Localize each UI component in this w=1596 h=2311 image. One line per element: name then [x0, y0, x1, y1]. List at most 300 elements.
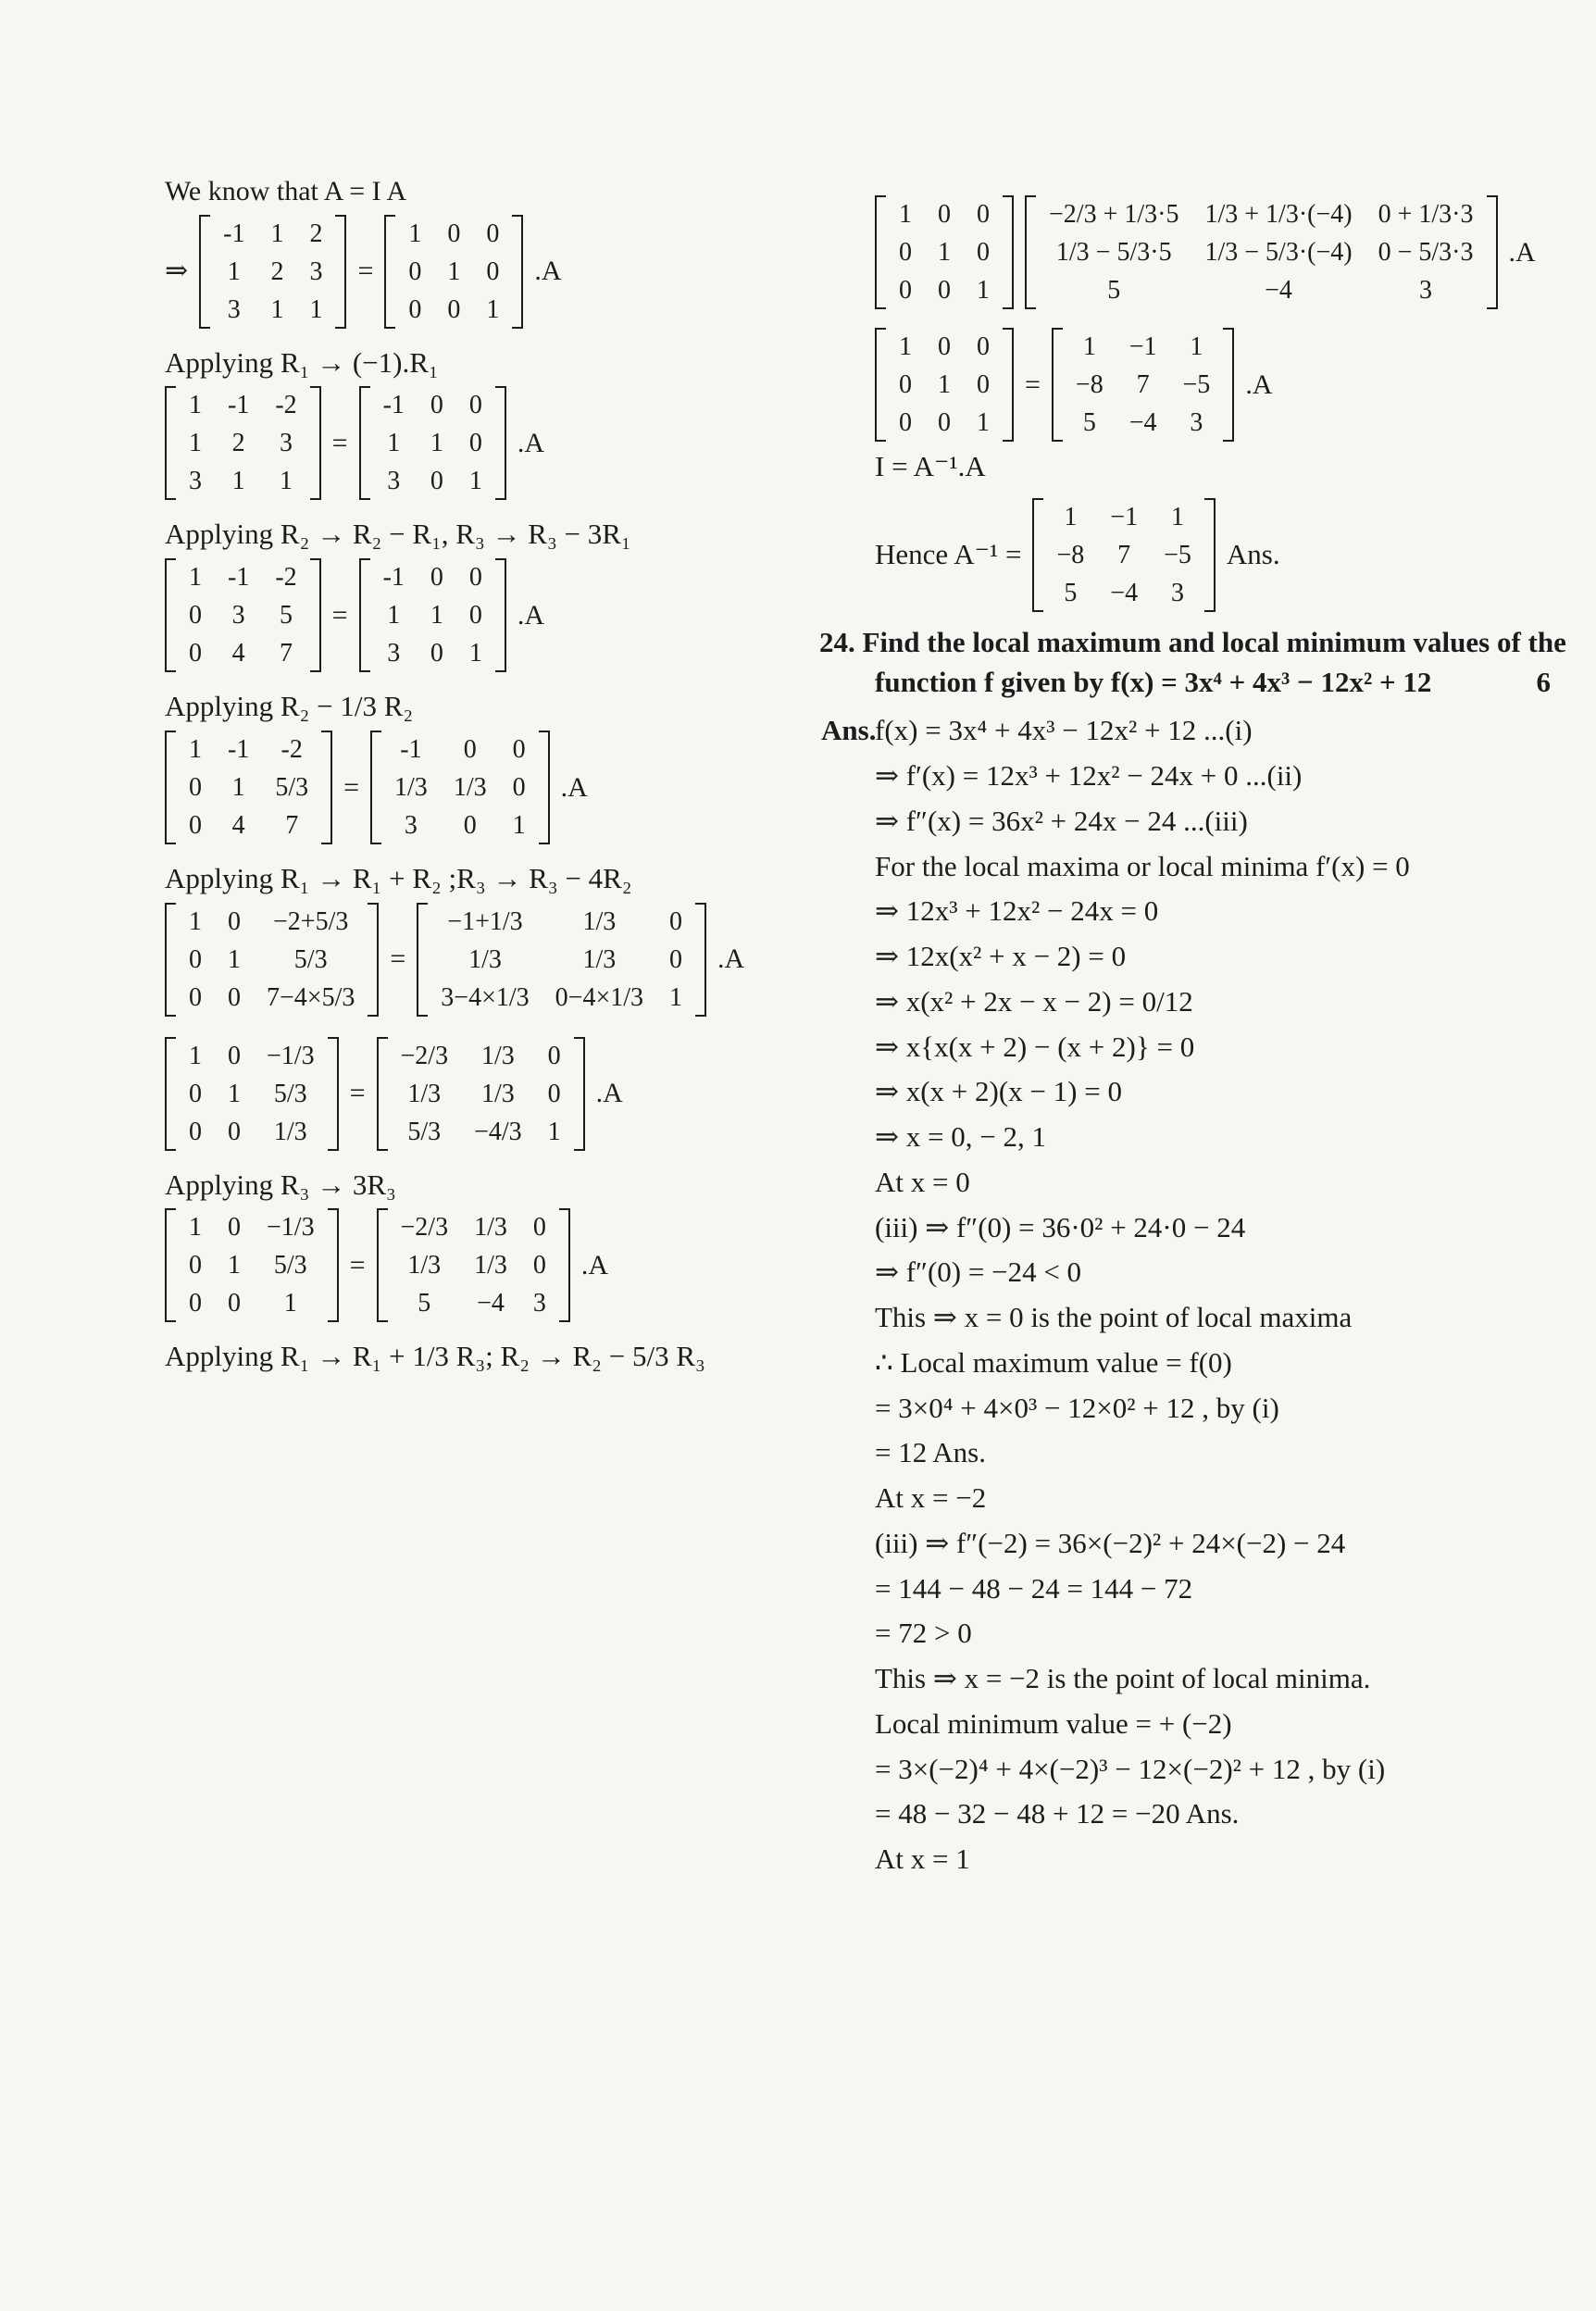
matrix-cell: 3	[227, 294, 241, 324]
matrix-cell: 1	[899, 200, 912, 229]
matrix-cell: -1	[400, 734, 422, 764]
matrix-cell: 1/3	[474, 1251, 507, 1280]
matrix-cell: 1/3 − 5/3·5	[1055, 238, 1172, 267]
matrix-cell: 0	[430, 391, 443, 420]
matrix-cell: 4	[231, 810, 245, 840]
matrix-cell: 0	[430, 467, 443, 496]
matrix-cell: 1	[977, 408, 990, 437]
solution-line: = 144 − 48 − 24 = 144 − 72	[875, 1571, 1193, 1605]
matrix	[359, 386, 506, 500]
equals-sign: =	[349, 1078, 366, 1109]
matrix-a-label: .A	[534, 256, 562, 287]
matrix-cell: 0	[938, 200, 951, 229]
identity-line: I = A⁻¹.A	[875, 450, 986, 482]
solution-line: For the local maxima or local minima f′(x) = 0	[875, 849, 1410, 882]
matrix-cell: 0	[189, 944, 202, 974]
matrix-cell: 5/3	[273, 1251, 307, 1280]
matrix-cell: 0	[532, 1213, 546, 1243]
matrix-body	[388, 1037, 574, 1151]
matrix-cell: 0	[899, 370, 912, 399]
matrix	[377, 1208, 570, 1322]
matrix-cell: 0	[899, 238, 912, 267]
step-heading: Applying R₁ → (−1).R₁	[165, 345, 439, 379]
matrix-cell: 3	[309, 256, 323, 286]
equals-sign: =	[331, 428, 348, 458]
bracket-left	[165, 386, 176, 500]
bracket-right	[310, 558, 321, 672]
matrix	[370, 731, 550, 844]
solution-line: ⇒ f″(x) = 36x² + 24x − 24 ...(iii)	[875, 804, 1248, 837]
bracket-left	[165, 558, 176, 672]
left-column	[165, 174, 813, 1380]
matrix-cell: 1/3	[407, 1079, 442, 1108]
matrix-body	[176, 386, 310, 500]
matrix-cell: 5	[1107, 276, 1121, 305]
matrix	[165, 386, 321, 500]
matrix-cell: 0−4×1/3	[555, 982, 644, 1012]
bracket-left	[359, 386, 370, 500]
matrix-body	[395, 215, 512, 329]
matrix-cell: 3	[387, 639, 401, 668]
bracket-left	[377, 1037, 388, 1151]
matrix-cell: 0	[430, 639, 443, 668]
solution-line: At x = 1	[875, 1843, 970, 1875]
solution-line: = 3×(−2)⁴ + 4×(−2)³ − 12×(−2)² + 12 , by (i)	[875, 1752, 1386, 1785]
matrix-cell: 5/3	[293, 944, 328, 974]
matrix-cell: 0	[468, 563, 482, 592]
matrix	[417, 903, 706, 1017]
bracket-left	[165, 1208, 176, 1322]
matrix-cell: 4	[231, 639, 245, 668]
equation-4	[165, 903, 813, 1017]
matrix-body	[388, 1208, 559, 1322]
matrix-cell: 1	[430, 601, 443, 630]
matrix	[359, 558, 506, 672]
bracket-right	[328, 1208, 339, 1322]
matrix-cell: 1/3	[474, 1213, 507, 1243]
matrix-cell: 1	[189, 563, 202, 592]
matrix-cell: 0	[228, 982, 241, 1012]
matrix-body	[886, 328, 1003, 442]
solution-line: = 72 > 0	[875, 1617, 972, 1650]
matrix-cell: 1/3	[394, 772, 428, 802]
matrix-cell: -2	[275, 563, 297, 592]
matrix-cell: 2	[309, 219, 323, 248]
matrix-cell: −2+5/3	[273, 906, 349, 936]
matrix-cell: 1	[547, 1117, 561, 1146]
matrix-cell: −2/3	[400, 1041, 449, 1070]
matrix-cell: 0	[669, 906, 683, 936]
matrix-cell: -1	[228, 734, 250, 764]
step-heading: Applying R₁ → R₁ + 1/3 R₃; R₂ → R₂ − 5/3 R₃	[165, 1340, 705, 1373]
matrix-cell: 1	[1190, 332, 1203, 361]
solution-line: ⇒ f′(x) = 12x³ + 12x² − 24x + 0 ...(ii)	[875, 759, 1303, 792]
matrix-cell: 1	[189, 429, 202, 458]
matrix-cell: 0	[228, 1289, 241, 1318]
matrix	[199, 215, 346, 329]
matrix-cell: −2/3	[400, 1213, 449, 1243]
matrix-cell: 3−4×1/3	[441, 982, 530, 1012]
bracket-left	[875, 195, 886, 309]
matrix-cell: 1	[430, 429, 443, 458]
solution-line: At x = −2	[875, 1481, 987, 1514]
matrix	[377, 1037, 585, 1151]
equation-3	[165, 731, 813, 844]
bracket-right	[1204, 498, 1216, 612]
matrix-cell: −1+1/3	[447, 906, 523, 936]
matrix-cell: −1/3	[267, 1041, 315, 1070]
matrix-cell: 1	[228, 944, 241, 974]
bracket-left	[384, 215, 395, 329]
matrix-cell: 0	[189, 1117, 202, 1146]
bracket-left	[377, 1208, 388, 1322]
bracket-right	[1003, 328, 1014, 442]
matrix	[165, 558, 321, 672]
matrix-cell: −1/3	[267, 1213, 315, 1243]
hence-label: Hence A⁻¹ =	[875, 537, 1022, 570]
solution-line: f(x) = 3x⁴ + 4x³ − 12x² + 12 ...(i)	[875, 714, 1253, 747]
matrix-cell: 0	[899, 276, 912, 305]
matrix-cell: −1	[1110, 502, 1139, 531]
bracket-right	[539, 731, 550, 844]
question-text-line2: function f given by f(x) = 3x⁴ + 4x³ − 12x² + 12	[875, 665, 1432, 698]
matrix-cell: −4/3	[474, 1117, 522, 1146]
matrix-cell: 7−4×5/3	[267, 982, 355, 1012]
matrix-cell: 1	[270, 219, 284, 248]
matrix-cell: 0	[463, 810, 477, 840]
matrix-cell: 3	[1190, 408, 1203, 437]
matrix-cell: 1	[977, 276, 990, 305]
matrix-cell: −2/3 + 1/3·5	[1049, 200, 1179, 229]
matrix-cell: 3	[189, 467, 202, 496]
matrix-cell: 1/3 + 1/3·(−4)	[1204, 200, 1353, 229]
matrix-cell: -1	[228, 563, 250, 592]
matrix-body	[176, 903, 368, 1017]
matrix-cell: 1	[189, 1041, 202, 1070]
answer-block	[821, 713, 1541, 1887]
matrix-cell: −4	[1110, 578, 1139, 607]
matrix-cell: 3	[1170, 578, 1184, 607]
step-heading: Applying R₃ → 3R₃	[165, 1168, 396, 1201]
matrix	[165, 731, 332, 844]
matrix-cell: 1/3	[582, 906, 617, 936]
bracket-left	[417, 903, 428, 1017]
matrix-a-label: .A	[1245, 369, 1273, 400]
matrix-cell: 1	[486, 294, 500, 324]
intro-line: We know that A = I A	[165, 176, 407, 206]
matrix-cell: 0	[228, 1117, 241, 1146]
bracket-left	[1025, 195, 1036, 309]
matrix-body	[428, 903, 695, 1017]
matrix-cell: 1	[468, 639, 482, 668]
matrix-cell: 0	[547, 1041, 561, 1070]
matrix	[875, 195, 1014, 309]
bracket-right	[1003, 195, 1014, 309]
matrix	[165, 1037, 339, 1151]
matrix-body	[176, 1208, 328, 1322]
solution-line: Local minimum value = + (−2)	[875, 1706, 1232, 1740]
solution-line: ⇒ x = 0, − 2, 1	[875, 1120, 1046, 1153]
equation-6	[165, 1208, 813, 1322]
step-heading: Applying R₂ → R₂ − R₁, R₃ → R₃ − 3R₁	[165, 518, 631, 551]
solution-line: ⇒ x(x + 2)(x − 1) = 0	[875, 1075, 1122, 1108]
matrix-cell: −4	[1265, 276, 1292, 305]
matrix-cell: −8	[1056, 540, 1085, 569]
equals-sign: =	[349, 1250, 366, 1280]
bracket-left	[165, 903, 176, 1017]
matrix-cell: 0	[512, 772, 526, 802]
bracket-right	[310, 386, 321, 500]
matrix	[1032, 498, 1215, 612]
equals-sign: =	[331, 599, 348, 631]
matrix-cell: 0	[468, 429, 482, 458]
matrix-cell: 2	[231, 429, 245, 458]
matrix-cell: 5	[1082, 408, 1096, 437]
matrix-cell: 1	[309, 294, 323, 324]
matrix-cell: 0	[977, 238, 990, 267]
matrix-cell: 1	[1170, 502, 1184, 531]
matrix-cell: 3	[279, 429, 293, 458]
bracket-right	[559, 1208, 570, 1322]
implies-symbol: ⇒	[165, 256, 189, 287]
matrix-cell: 5/3	[275, 772, 309, 802]
matrix-cell: 0	[189, 1079, 202, 1108]
question-marks: 6	[1536, 665, 1551, 698]
matrix-cell: 0	[468, 601, 482, 630]
matrix-cell: 0	[463, 734, 477, 764]
matrix-cell: 0	[189, 982, 202, 1012]
matrix-cell: 1/3	[453, 772, 487, 802]
matrix-cell: 0	[189, 772, 202, 802]
matrix-cell: −8	[1075, 370, 1103, 399]
matrix-cell: 5	[1064, 578, 1078, 607]
bracket-right	[368, 903, 379, 1017]
right-column	[819, 190, 1566, 1887]
matrix-cell: 5	[279, 601, 293, 630]
matrix	[1052, 328, 1234, 442]
matrix-a-label: .A	[560, 771, 588, 803]
bracket-left	[1052, 328, 1063, 442]
matrix-cell: 3	[1419, 276, 1433, 305]
solution-line: = 12 Ans.	[875, 1436, 986, 1469]
bracket-right	[335, 215, 346, 329]
matrix-cell: 0	[938, 332, 951, 361]
bracket-left	[370, 731, 381, 844]
matrix-cell: 7	[1136, 370, 1150, 399]
matrix-cell: 0	[189, 1251, 202, 1280]
answer-label: Ans.	[821, 714, 877, 747]
matrix-cell: 1	[279, 467, 293, 496]
matrix-cell: 0	[669, 944, 683, 974]
matrix-cell: -1	[228, 391, 250, 420]
solution-line: At x = 0	[875, 1165, 970, 1198]
equation-8	[875, 328, 1541, 442]
bracket-right	[321, 731, 332, 844]
ans-label: Ans.	[1226, 537, 1280, 570]
matrix-cell: 0	[468, 391, 482, 420]
solution-line: ⇒ 12x³ + 12x² − 24x = 0	[875, 894, 1159, 928]
matrix-cell: −4	[1128, 408, 1157, 437]
matrix-cell: 3	[387, 467, 401, 496]
matrix-cell: 1	[899, 332, 912, 361]
matrix-body	[176, 1037, 328, 1151]
matrix-body	[370, 386, 495, 500]
equation-7	[875, 195, 1541, 309]
matrix-cell: 0	[938, 408, 951, 437]
bracket-right	[1487, 195, 1498, 309]
matrix	[384, 215, 523, 329]
matrix-cell: 0	[977, 200, 990, 229]
step-heading: Applying R₁ → R₁ + R₂ ;R₃ → R₃ − 4R₂	[165, 861, 632, 894]
matrix-cell: 1/3	[480, 1079, 515, 1108]
matrix-cell: 1	[189, 1213, 202, 1243]
matrix-cell: −5	[1182, 370, 1211, 399]
matrix-cell: 3	[404, 810, 418, 840]
matrix-cell: 0 + 1/3·3	[1378, 200, 1474, 229]
matrix-cell: 0	[977, 370, 990, 399]
matrix-cell: 1	[228, 1079, 241, 1108]
matrix-body	[1036, 195, 1487, 309]
matrix-cell: 0	[228, 1213, 241, 1243]
bracket-right	[1223, 328, 1234, 442]
solution-line: ⇒ 12x(x² + x − 2) = 0	[875, 940, 1127, 972]
solution-line: = 48 − 32 − 48 + 12 = −20 Ans.	[875, 1797, 1240, 1830]
bracket-left	[359, 558, 370, 672]
step-heading: Applying R₂ − 1/3 R₂	[165, 690, 414, 722]
matrix-cell: -1	[223, 219, 245, 248]
matrix	[1025, 195, 1498, 309]
matrix-a-label: .A	[517, 428, 545, 458]
matrix-cell: 0	[938, 276, 951, 305]
matrix-cell: 1	[283, 1289, 297, 1318]
matrix-cell: 5	[418, 1289, 431, 1318]
matrix-cell: −4	[477, 1289, 505, 1318]
matrix-cell: 0	[408, 256, 422, 286]
matrix-cell: 0	[486, 256, 500, 286]
matrix-a-label: .A	[1508, 236, 1536, 268]
matrix-cell: 1	[408, 219, 422, 248]
matrix	[875, 328, 1014, 442]
question-number: 24.	[819, 625, 855, 658]
answer-lines	[875, 713, 1410, 1887]
solution-line: ⇒ f″(0) = −24 < 0	[875, 1255, 1082, 1289]
matrix-cell: 1/3	[480, 1041, 515, 1070]
matrix-cell: 0	[189, 810, 202, 840]
matrix-cell: −1	[1128, 332, 1157, 361]
matrix	[165, 903, 379, 1017]
matrix-body	[886, 195, 1003, 309]
matrix-cell: 1	[270, 294, 284, 324]
matrix-cell: 0	[430, 563, 443, 592]
matrix-cell: 0	[189, 601, 202, 630]
matrix-cell: 1	[468, 467, 482, 496]
equation-0	[165, 215, 813, 329]
bracket-right	[574, 1037, 585, 1151]
matrix-cell: 1	[231, 772, 245, 802]
matrix-cell: 0	[189, 1289, 202, 1318]
matrix-cell: 1	[938, 370, 951, 399]
matrix-cell: 1	[231, 467, 245, 496]
solution-line: (iii) ⇒ f″(0) = 36·0² + 24·0 − 24	[875, 1210, 1246, 1243]
bracket-right	[495, 558, 506, 672]
matrix-cell: 2	[270, 256, 284, 286]
bracket-right	[495, 386, 506, 500]
question-24	[819, 625, 1566, 661]
matrix-body	[1043, 498, 1203, 612]
matrix-cell: 0	[408, 294, 422, 324]
matrix-cell: 0	[447, 294, 461, 324]
matrix-cell: 1/3	[273, 1117, 307, 1146]
matrix-cell: 1	[189, 906, 202, 936]
matrix-cell: -1	[382, 391, 405, 420]
matrix-cell: 0	[512, 734, 526, 764]
equals-sign: =	[343, 771, 360, 803]
matrix-body	[176, 558, 310, 672]
matrix-cell: 0	[977, 332, 990, 361]
matrix-cell: -1	[382, 563, 405, 592]
equation-2	[165, 558, 813, 672]
matrix-cell: 1/3	[582, 944, 617, 974]
matrix-body	[370, 558, 495, 672]
matrix-cell: 0	[899, 408, 912, 437]
matrix-cell: 0	[228, 906, 241, 936]
matrix-cell: 1	[189, 734, 202, 764]
matrix-body	[210, 215, 335, 329]
matrix-cell: 7	[279, 639, 293, 668]
bracket-right	[695, 903, 706, 1017]
matrix-body	[381, 731, 539, 844]
bracket-left	[165, 1037, 176, 1151]
matrix-cell: 1/3	[468, 944, 502, 974]
matrix-cell: −5	[1164, 540, 1191, 569]
matrix-cell: 1/3 − 5/3·(−4)	[1204, 238, 1353, 267]
matrix-cell: 3	[532, 1289, 546, 1318]
matrix-cell: 0	[189, 639, 202, 668]
matrix-cell: 1	[669, 982, 683, 1012]
bracket-right	[512, 215, 523, 329]
matrix-cell: 1	[387, 429, 401, 458]
bracket-left	[165, 731, 176, 844]
equals-sign: =	[357, 256, 374, 287]
matrix-a-label: .A	[580, 1250, 609, 1280]
matrix-cell: -2	[281, 734, 303, 764]
solution-line: = 3×0⁴ + 4×0³ − 12×0² + 12 , by (i)	[875, 1391, 1279, 1424]
equals-sign: =	[1025, 369, 1041, 400]
matrix-cell: 0	[532, 1251, 546, 1280]
solution-line: This ⇒ x = 0 is the point of local maxima	[875, 1301, 1353, 1333]
bracket-left	[199, 215, 210, 329]
matrix	[165, 1208, 339, 1322]
matrix-cell: 0 − 5/3·3	[1378, 238, 1474, 267]
matrix-cell: 7	[285, 810, 299, 840]
matrix-body	[1063, 328, 1223, 442]
matrix-cell: 3	[231, 601, 245, 630]
matrix-a-label: .A	[717, 943, 745, 975]
matrix-cell: 5/3	[407, 1117, 442, 1146]
matrix-cell: 0	[228, 1041, 241, 1070]
matrix-cell: 0	[447, 219, 461, 248]
matrix-cell: 5/3	[273, 1079, 307, 1108]
matrix-cell: 0	[547, 1079, 561, 1108]
matrix-cell: 1	[189, 391, 202, 420]
solution-line: ⇒ x(x² + 2x − x − 2) = 0/12	[875, 984, 1193, 1018]
solution-line: ⇒ x{x(x + 2) − (x + 2)} = 0	[875, 1030, 1195, 1063]
equation-1	[165, 386, 813, 500]
matrix-cell: 1	[227, 256, 241, 286]
matrix-cell: 7	[1117, 540, 1131, 569]
bracket-left	[875, 328, 886, 442]
bracket-left	[1032, 498, 1043, 612]
